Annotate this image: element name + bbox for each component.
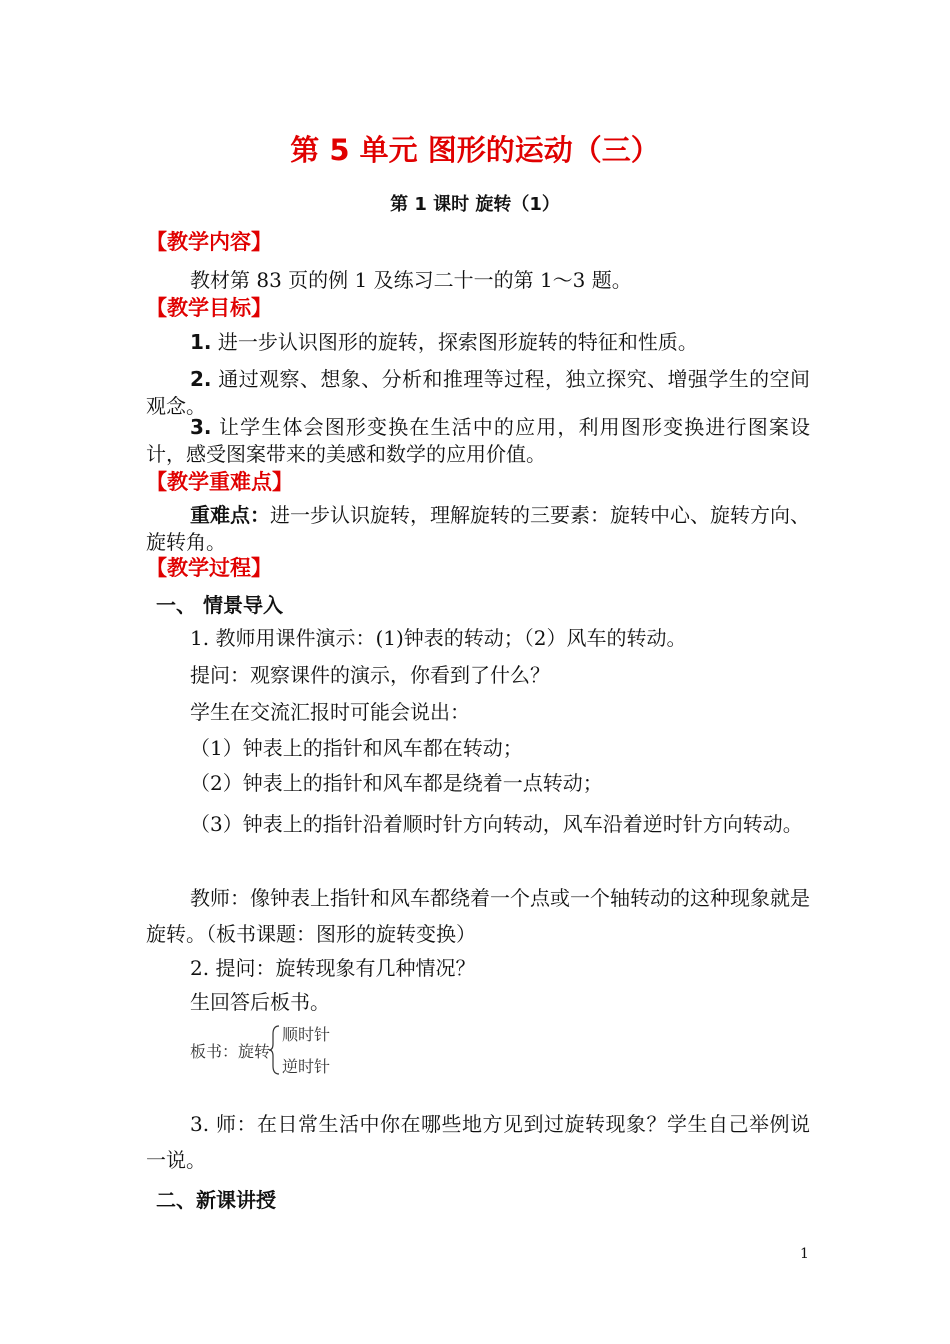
key-text: 进一步认识旋转，理解旋转的三要素：旋转中心、旋转方向、旋转角。 <box>146 503 810 554</box>
board-label: 板书：旋转 <box>190 1042 271 1061</box>
line-4: （1）钟表上的指针和风车都在转动； <box>190 736 523 760</box>
goal-3-num: 3. <box>190 415 212 439</box>
section-header-process: 【教学过程】 <box>146 556 272 580</box>
goal-3-text: 让学生体会图形变换在生活中的应用，利用图形变换进行图案设计，感受图案带来的美感和数学的应用价值。 <box>146 415 810 466</box>
line-6: （3）钟表上的指针沿着顺时针方向转动，风车沿着逆时针方向转动。 <box>190 812 803 836</box>
board-clockwise: 顺时针 <box>282 1025 331 1044</box>
section-header-content: 【教学内容】 <box>146 230 272 254</box>
goal-2-num: 2. <box>190 367 212 391</box>
section-header-key: 【教学重难点】 <box>146 470 293 494</box>
line-1: 1. 教师用课件演示：(1)钟表的转动；（2）风车的转动。 <box>190 626 687 650</box>
line-9: 生回答后板书。 <box>190 990 330 1014</box>
page-number: 1 <box>800 1246 809 1262</box>
brace-icon <box>268 1024 280 1076</box>
line-2: 提问：观察课件的演示，你看到了什么？ <box>190 663 550 687</box>
page-title: 第 5 单元 图形的运动（三） <box>290 133 660 167</box>
part1-title: 一、 情景导入 <box>156 593 283 617</box>
goal-1 <box>190 328 698 356</box>
goal-1-text: 进一步认识图形的旋转，探索图形旋转的特征和性质。 <box>211 330 698 354</box>
key-label: 重难点： <box>190 503 270 527</box>
line-8: 2. 提问：旋转现象有几种情况？ <box>190 956 476 980</box>
goal-2-text: 通过观察、想象、分析和推理等过程，独立探究、增强学生的空间观念。 <box>146 367 810 418</box>
content-text: 教材第 83 页的例 1 及练习二十一的第 1～3 题。 <box>190 268 632 292</box>
key-points <box>146 502 810 556</box>
line-10: 3. 师：在日常生活中你在哪些地方见到过旋转现象？学生自己举例说一说。 <box>146 1112 810 1172</box>
line-3: 学生在交流汇报时可能会说出： <box>190 700 470 724</box>
lesson-subtitle: 第 1 课时 旋转（1） <box>390 194 560 215</box>
goal-2 <box>146 366 810 420</box>
line-7: 教师：像钟表上指针和风车都绕着一个点或一个轴转动的这种现象就是旋转。（板书课题：图形的旋转变换） <box>146 886 810 946</box>
line-5: （2）钟表上的指针和风车都是绕着一点转动； <box>190 771 603 795</box>
board-counterclockwise: 逆时针 <box>282 1057 331 1076</box>
goal-3 <box>146 414 810 468</box>
section-header-goals: 【教学目标】 <box>146 296 272 320</box>
part2-title: 二、新课讲授 <box>156 1188 276 1212</box>
board-diagram <box>190 1022 390 1078</box>
goal-1-num: 1. <box>190 330 212 354</box>
